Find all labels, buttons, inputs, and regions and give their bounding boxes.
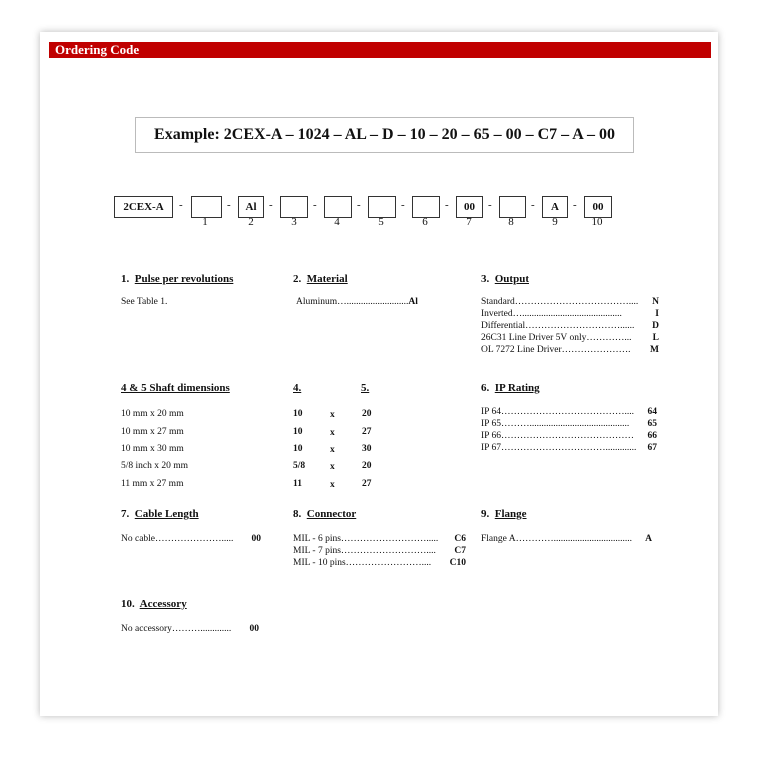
ip-option	[481, 419, 657, 429]
dash: -	[488, 199, 492, 211]
section-number: 2.	[293, 273, 302, 285]
option-code: 64	[647, 407, 657, 417]
shaft-code-5: 27	[362, 427, 372, 437]
code-box	[280, 196, 308, 218]
option-code: 00	[249, 624, 259, 634]
dash: -	[313, 199, 317, 211]
cable-option	[121, 534, 261, 544]
option-code: M	[650, 345, 659, 355]
option-code: Al	[408, 297, 418, 307]
option-label: 26C31 Line Driver 5V only…………...	[481, 333, 632, 343]
shaft-col4-header: 4.	[293, 382, 302, 394]
position-number: 3	[291, 216, 297, 228]
output-option	[481, 297, 659, 307]
option-code: N	[652, 297, 659, 307]
pulse-note: See Table 1.	[121, 297, 168, 307]
option-label: IP 65………..........................................	[481, 419, 630, 429]
shaft-code-5: 27	[362, 479, 372, 489]
shaft-x: x	[330, 428, 335, 438]
document-page	[40, 32, 718, 716]
section-title-flange	[481, 508, 527, 520]
option-label: MIL - 10 pins……………………....	[293, 558, 432, 568]
section-title-connector	[293, 508, 356, 520]
code-box: 00	[456, 196, 483, 218]
shaft-code-4: 11	[293, 479, 302, 489]
dash: -	[227, 199, 231, 211]
section-title-accessory	[121, 598, 187, 610]
position-number: 6	[422, 216, 428, 228]
section-title-material	[293, 273, 348, 285]
section-number: 6.	[481, 382, 490, 394]
shaft-x: x	[330, 480, 335, 490]
section-label: Pulse per revolutions	[134, 273, 234, 285]
dash: -	[573, 199, 577, 211]
code-box	[191, 196, 222, 218]
section-title-output	[481, 273, 529, 285]
section-number: 10.	[121, 598, 135, 610]
shaft-code-4: 5/8	[293, 461, 306, 471]
option-label: IP 67…………………………….............	[481, 443, 637, 453]
position-number: 5	[378, 216, 384, 228]
option-code: D	[652, 321, 659, 331]
option-label: IP 66……………………………………	[481, 431, 634, 441]
section-number: 3.	[481, 273, 490, 285]
output-option	[481, 333, 659, 343]
option-label: Standard………………………………....	[481, 297, 639, 307]
shaft-code-4: 10	[293, 444, 303, 454]
section-number: 1.	[121, 273, 130, 285]
section-header: Ordering Code	[49, 42, 711, 58]
dash: -	[269, 199, 273, 211]
option-label: Aluminum…..........................	[296, 297, 409, 307]
position-number: 1	[202, 216, 208, 228]
section-number: 8.	[293, 508, 302, 520]
connector-option	[293, 558, 466, 568]
shaft-desc: 10 mm x 30 mm	[121, 444, 184, 454]
output-option	[481, 309, 659, 319]
option-code: C7	[454, 546, 466, 556]
code-box	[412, 196, 440, 218]
shaft-col5-header: 5.	[361, 382, 370, 394]
position-number: 4	[334, 216, 340, 228]
code-box: A	[542, 196, 568, 218]
option-label: No accessory……….............	[121, 624, 232, 634]
shaft-desc: 5/8 inch x 20 mm	[121, 461, 189, 471]
section-label: Cable Length	[134, 508, 199, 520]
option-code: 00	[251, 534, 261, 544]
section-label: IP Rating	[494, 382, 540, 394]
option-code: I	[655, 309, 659, 319]
shaft-code-5: 20	[362, 409, 372, 419]
code-box	[368, 196, 396, 218]
section-title-cable	[121, 508, 199, 520]
option-label: IP 64…………………………………....	[481, 407, 634, 417]
section-title-shaft: 4 & 5 Shaft dimensions	[121, 382, 230, 394]
shaft-code-4: 10	[293, 427, 303, 437]
position-number: 7	[466, 216, 472, 228]
section-label: Material	[306, 273, 348, 285]
dash: -	[531, 199, 535, 211]
option-label: Inverted…..........................................	[481, 309, 622, 319]
section-title-pulse	[121, 273, 233, 285]
dash: -	[401, 199, 405, 211]
option-label: Flange A………….................................	[481, 534, 632, 544]
code-box: 00	[584, 196, 612, 218]
connector-option	[293, 546, 466, 556]
code-box	[324, 196, 352, 218]
option-code: C10	[449, 558, 466, 568]
option-code: L	[652, 333, 659, 343]
option-label: No cable………………….....	[121, 534, 234, 544]
code-box: Al	[238, 196, 264, 218]
dash: -	[179, 199, 183, 211]
option-label: MIL - 7 pins………………………....	[293, 546, 436, 556]
output-option	[481, 321, 659, 331]
position-number: 8	[508, 216, 514, 228]
section-title-ip	[481, 382, 540, 394]
option-code: 67	[647, 443, 657, 453]
ip-option	[481, 443, 657, 453]
option-code: 65	[647, 419, 657, 429]
ip-option	[481, 431, 657, 441]
position-number: 9	[552, 216, 558, 228]
section-number: 7.	[121, 508, 130, 520]
shaft-x: x	[330, 445, 335, 455]
shaft-desc: 10 mm x 27 mm	[121, 427, 184, 437]
material-option	[296, 297, 454, 307]
option-code: C6	[454, 534, 466, 544]
code-box: 2CEX-A	[114, 196, 173, 218]
option-label: OL 7272 Line Driver………………….	[481, 345, 631, 355]
option-label: Differential…………………………......	[481, 321, 635, 331]
dash: -	[445, 199, 449, 211]
accessory-option	[121, 624, 259, 634]
shaft-code-4: 10	[293, 409, 303, 419]
option-label: MIL - 6 pins……………………….....	[293, 534, 439, 544]
section-label: Accessory	[139, 598, 187, 610]
dash: -	[357, 199, 361, 211]
connector-option	[293, 534, 466, 544]
flange-option	[481, 534, 652, 544]
shaft-code-5: 20	[362, 461, 372, 471]
example-code: Example: 2CEX-A – 1024 – AL – D – 10 – 20 – 65 – 00 – C7 – A – 00	[135, 117, 634, 153]
option-code: 66	[647, 431, 657, 441]
shaft-desc: 10 mm x 20 mm	[121, 409, 184, 419]
section-label: Connector	[306, 508, 357, 520]
option-code: A	[645, 534, 652, 544]
section-number: 9.	[481, 508, 490, 520]
shaft-desc: 11 mm x 27 mm	[121, 479, 184, 489]
code-box	[499, 196, 526, 218]
shaft-x: x	[330, 410, 335, 420]
position-number: 2	[248, 216, 254, 228]
ip-option	[481, 407, 657, 417]
output-option	[481, 345, 659, 355]
shaft-code-5: 30	[362, 444, 372, 454]
section-label: Flange	[494, 508, 527, 520]
shaft-x: x	[330, 462, 335, 472]
position-number: 10	[591, 216, 603, 228]
section-label: Output	[494, 273, 529, 285]
